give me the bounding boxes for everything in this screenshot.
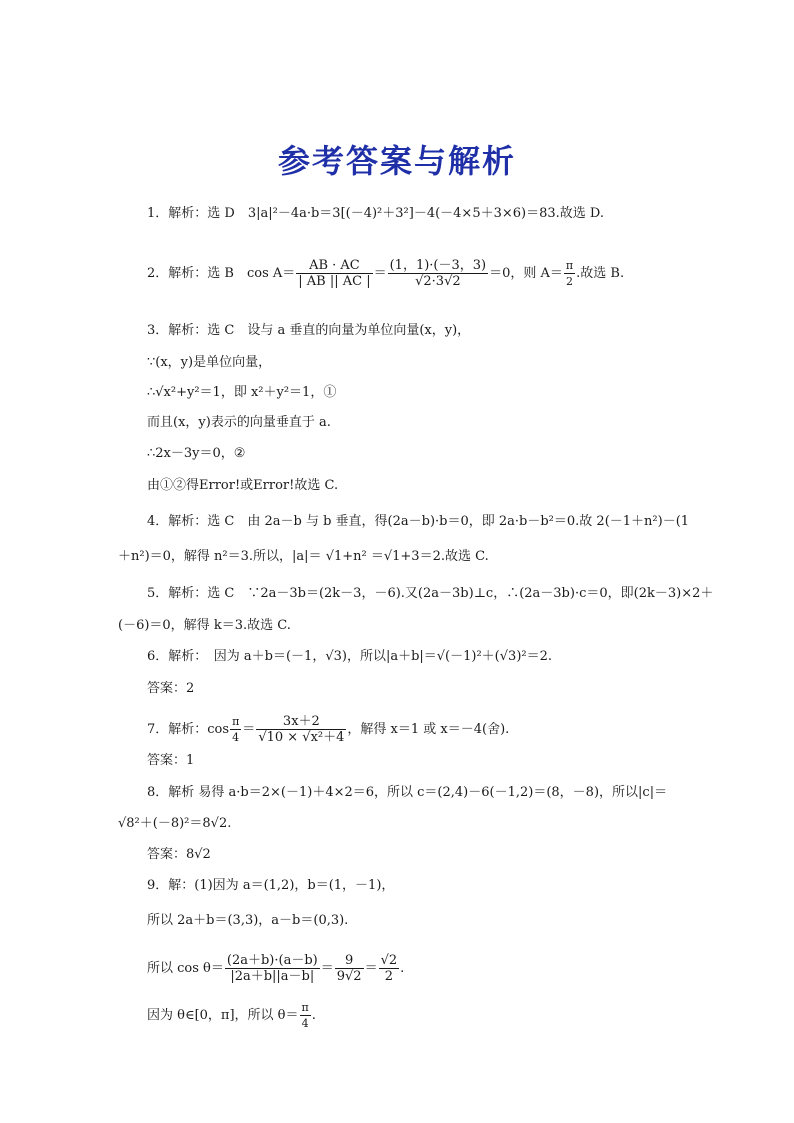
result-fraction bbox=[379, 953, 400, 984]
solution-7: 7．解析：cos $\frac{\pi}{4}$ ＝ $\frac{3x+2}{\text{√10 × √x²＋4}}$ ，解得 x＝1 或 x＝－4(舍). bbox=[147, 714, 510, 745]
period: . bbox=[400, 961, 405, 976]
page-title: 参考答案与解析 bbox=[277, 142, 516, 180]
fraction-denominator: 9√2 bbox=[336, 969, 362, 984]
cosine-fraction bbox=[256, 714, 346, 745]
fraction-numerator: (1，1)·(－3，3) bbox=[389, 258, 487, 273]
solution-8-cont: √8²＋(－8)²＝8√2. bbox=[118, 816, 232, 831]
solution-3-step: 由①②得Error!或Error!故选 C. bbox=[147, 478, 339, 493]
solution-9-step: 所以 2a＋b＝(3,3)，a－b＝(0,3). bbox=[147, 913, 349, 928]
pi-over-four-fraction bbox=[230, 714, 241, 745]
angle-lead: 因为 θ∈[0，π]，所以 θ＝ bbox=[147, 1008, 299, 1023]
solution-3: 3．解析：选 C 设与 a 垂直的向量为单位向量(x，y)， bbox=[147, 323, 471, 338]
fraction-denominator: 2 bbox=[566, 275, 574, 288]
solution-2: 2．解析：选 B cos A＝ $\frac{AB \cdot AC}{| AB || AC |}$ ＝ $\frac{(1,1)\cdot(-3,3)}{√2\cdot 3√2}$ ＝0，则 A＝ $\frac{\pi}{2}$ .故选 B. bbox=[147, 258, 625, 289]
fraction-numerator: π bbox=[232, 715, 240, 728]
fraction-denominator: |2a＋b||a－b| bbox=[230, 969, 315, 984]
solution-9: 9．解：(1)因为 a＝(1,2)，b＝(1，－1)， bbox=[147, 878, 395, 893]
fraction-numerator: AB · AC bbox=[296, 258, 372, 274]
solution-4-cont: ＋n²)＝0，解得 n²＝3.所以，|a|＝ √1+n² ＝√1+3＝2.故选 C. bbox=[118, 549, 489, 564]
solution-9-cosine: 所以 cos θ＝ $\frac{(2a+b)\cdot(a-b)}{|2a+b||a-b|}$ ＝ $\frac{9}{9√2}$ ＝ $\frac{√2}{2}$ . bbox=[147, 953, 405, 984]
solution-6: 6．解析： 因为 a＋b＝(－1，√3)，所以|a＋b|＝√(－1)²＋(√3)²＝2. bbox=[147, 649, 552, 664]
cosine-lead: 所以 cos θ＝ bbox=[147, 961, 224, 976]
solution-2-tail: .故选 B. bbox=[576, 266, 625, 281]
solution-3-step: ∴√x²+y²＝1，即 x²＋y²＝1，① bbox=[147, 385, 337, 400]
solution-3-step: ∵(x，y)是单位向量， bbox=[147, 355, 272, 370]
solution-5: 5．解析：选 C ∵2a－3b＝(2k－3，－6).又(2a－3b)⊥c，∴(2a－3b)·c＝0，即(2k－3)×2＋ bbox=[147, 586, 714, 601]
fraction-denominator: 4 bbox=[232, 731, 240, 744]
solution-3-step: 而且(x，y)表示的向量垂直于 a. bbox=[147, 415, 331, 430]
solution-7-tail: ，解得 x＝1 或 x＝－4(舍). bbox=[347, 722, 510, 737]
answer-8: 答案：8√2 bbox=[147, 847, 211, 862]
period: . bbox=[311, 1008, 316, 1023]
solution-4: 4．解析：选 C 由 2a－b 与 b 垂直，得(2a－b)·b＝0，即 2a·b－b²＝0.故 2(－1＋n²)－(1 bbox=[147, 514, 690, 529]
fraction-numerator: π bbox=[301, 1001, 309, 1014]
vector-fraction bbox=[296, 258, 372, 289]
pi-over-four-fraction bbox=[300, 1000, 311, 1031]
fraction-numerator: 3x＋2 bbox=[256, 714, 346, 730]
pi-over-two-fraction bbox=[564, 258, 575, 289]
solution-2-lead: 2．解析：选 B cos A＝ bbox=[147, 266, 296, 281]
solution-5-cont: (－6)＝0，解得 k＝3.故选 C. bbox=[118, 618, 291, 633]
solution-3-step: ∴2x－3y＝0，② bbox=[147, 446, 246, 461]
coordinate-fraction bbox=[388, 258, 489, 289]
vector-product-fraction bbox=[225, 953, 320, 984]
fraction-numerator: 9 bbox=[335, 953, 364, 969]
fraction-denominator: 2 bbox=[384, 969, 393, 984]
solution-2-mid: ＝0，则 A＝ bbox=[489, 266, 563, 281]
fraction-denominator: √2·3√2 bbox=[415, 274, 461, 289]
fraction-numerator: √2 bbox=[380, 953, 398, 968]
solution-9-angle bbox=[147, 1000, 316, 1031]
fraction-denominator: 4 bbox=[301, 1017, 309, 1030]
value-fraction bbox=[335, 953, 364, 984]
answer-6: 答案：2 bbox=[147, 681, 195, 696]
fraction-denominator: √10 × √x²＋4 bbox=[258, 730, 345, 745]
fraction-numerator: π bbox=[565, 259, 574, 272]
answer-7: 答案：1 bbox=[147, 753, 195, 768]
solution-8: 8．解析 易得 a·b＝2×(－1)＋4×2＝6，所以 c＝(2,4)－6(－1,2)＝(8，－8)，所以|c|＝ bbox=[147, 785, 668, 800]
fraction-denominator: | AB || AC | bbox=[298, 274, 371, 289]
fraction-numerator: (2a＋b)·(a－b) bbox=[226, 953, 318, 968]
solution-1: 1．解析：选 D 3|a|²－4a·b＝3[(－4)²＋3²]－4(－4×5＋3×6)＝83.故选 D. bbox=[147, 206, 604, 221]
solution-7-lead: 7．解析：cos bbox=[147, 722, 230, 737]
